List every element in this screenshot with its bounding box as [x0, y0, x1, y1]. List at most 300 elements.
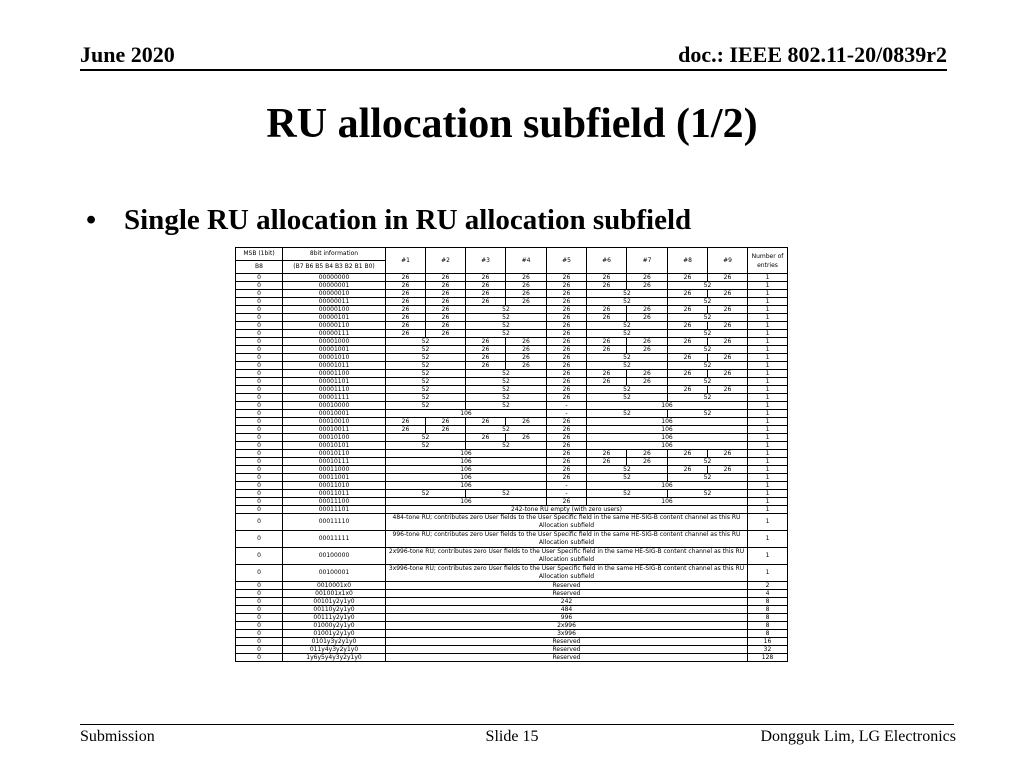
- msb-cell: 0: [236, 474, 283, 482]
- table-row: [236, 582, 788, 590]
- ru-cell: 52: [466, 402, 547, 410]
- table-row: [236, 598, 788, 606]
- entries-cell: 1: [748, 474, 788, 482]
- ru-cell: 26: [426, 274, 466, 282]
- msb-cell: 0: [236, 590, 283, 598]
- msb-cell: 0: [236, 598, 283, 606]
- ru-cell: 26: [547, 498, 587, 506]
- ru-cell: 26: [547, 442, 587, 450]
- msb-cell: 0: [236, 418, 283, 426]
- ru-cell: 26: [466, 338, 506, 346]
- entries-cell: 1: [748, 346, 788, 354]
- ru-cell: 52: [386, 490, 466, 498]
- bits-cell: 00111y2y1y0: [283, 614, 386, 622]
- ru-cell: 106: [587, 426, 748, 434]
- table-row: [236, 370, 788, 378]
- table-row: [236, 458, 788, 466]
- header-ru-6: #6: [587, 248, 627, 274]
- footer-divider: [80, 724, 954, 725]
- ru-cell: 26: [466, 290, 506, 298]
- ru-cell: 2x996-tone RU; contributes zero User fields to the User Specific field in the same HE-SIG-B content channel as this RU Allocation subfield: [386, 548, 748, 565]
- bits-cell: 00010100: [283, 434, 386, 442]
- bits-cell: 00000100: [283, 306, 386, 314]
- table-row: [236, 565, 788, 582]
- ru-cell: 26: [627, 370, 668, 378]
- ru-cell: Reserved: [386, 646, 748, 654]
- entries-cell: 1: [748, 458, 788, 466]
- msb-cell: 0: [236, 548, 283, 565]
- bits-cell: 00001100: [283, 370, 386, 378]
- msb-cell: 0: [236, 606, 283, 614]
- table-header-row: [236, 248, 788, 261]
- bits-cell: 00011010: [283, 482, 386, 490]
- entries-cell: 1: [748, 370, 788, 378]
- ru-cell: 26: [547, 298, 587, 306]
- ru-cell: 106: [386, 458, 547, 466]
- entries-cell: 1: [748, 394, 788, 402]
- ru-cell: 26: [547, 362, 587, 370]
- header-divider: [80, 69, 947, 71]
- bits-cell: 00010101: [283, 442, 386, 450]
- ru-cell: 26: [547, 474, 587, 482]
- ru-cell: 52: [386, 354, 466, 362]
- footer-submission: Submission: [80, 728, 155, 745]
- ru-cell: 26: [506, 282, 547, 290]
- msb-cell: 0: [236, 370, 283, 378]
- entries-cell: 1: [748, 450, 788, 458]
- table-row: [236, 498, 788, 506]
- ru-cell: 52: [587, 290, 668, 298]
- ru-cell: 484-tone RU; contributes zero User fields to the User Specific field in the same HE-SIG-B content channel as this RU Allocation subfield: [386, 514, 748, 531]
- ru-cell: 26: [587, 306, 627, 314]
- entries-cell: 1: [748, 362, 788, 370]
- ru-cell: 52: [466, 490, 547, 498]
- ru-cell: 106: [386, 450, 547, 458]
- ru-cell: 26: [426, 330, 466, 338]
- bits-cell: 00010000: [283, 402, 386, 410]
- ru-cell: 106: [386, 482, 547, 490]
- header-ru-5: #5: [547, 248, 587, 274]
- bits-cell: 00001101: [283, 378, 386, 386]
- ru-cell: 52: [587, 298, 668, 306]
- table-row: [236, 654, 788, 662]
- table-row: [236, 386, 788, 394]
- ru-cell: 52: [587, 490, 668, 498]
- ru-cell: 52: [466, 394, 547, 402]
- ru-cell: 26: [547, 426, 587, 434]
- ru-cell: 26: [668, 370, 708, 378]
- entries-cell: 16: [748, 638, 788, 646]
- table-row: [236, 622, 788, 630]
- header-ru-9: #9: [708, 248, 748, 274]
- entries-cell: 1: [748, 402, 788, 410]
- ru-cell: 996-tone RU; contributes zero User fields to the User Specific field in the same HE-SIG-B content channel as this RU Allocation subfield: [386, 531, 748, 548]
- ru-cell: 26: [627, 282, 668, 290]
- ru-cell: 52: [668, 458, 748, 466]
- table-row: [236, 338, 788, 346]
- ru-cell: Reserved: [386, 582, 748, 590]
- msb-cell: 0: [236, 582, 283, 590]
- ru-cell: 52: [668, 410, 748, 418]
- bits-cell: 0010001x0: [283, 582, 386, 590]
- entries-cell: 1: [748, 434, 788, 442]
- bits-cell: 00001010: [283, 354, 386, 362]
- msb-cell: 0: [236, 394, 283, 402]
- ru-cell: 106: [587, 482, 748, 490]
- msb-cell: 0: [236, 506, 283, 514]
- table-row: [236, 306, 788, 314]
- ru-cell: 52: [466, 306, 547, 314]
- ru-cell: 26: [627, 338, 668, 346]
- entries-cell: 128: [748, 654, 788, 662]
- header-ru-3: #3: [466, 248, 506, 274]
- ru-cell: 26: [506, 434, 547, 442]
- entries-cell: 8: [748, 614, 788, 622]
- table-row: [236, 394, 788, 402]
- ru-cell: 26: [426, 314, 466, 322]
- ru-cell: 106: [587, 442, 748, 450]
- msb-cell: 0: [236, 450, 283, 458]
- msb-cell: 0: [236, 426, 283, 434]
- ru-cell: -: [547, 410, 587, 418]
- header-b8: B8: [236, 261, 283, 274]
- table-row: [236, 274, 788, 282]
- table-row: [236, 646, 788, 654]
- table-row: [236, 402, 788, 410]
- ru-cell: 3x996: [386, 630, 748, 638]
- header-ru-7: #7: [627, 248, 668, 274]
- table-row: [236, 490, 788, 498]
- ru-cell: 106: [587, 498, 748, 506]
- ru-cell: 52: [386, 370, 466, 378]
- ru-cell: 26: [386, 330, 426, 338]
- bits-cell: 00010010: [283, 418, 386, 426]
- msb-cell: 0: [236, 458, 283, 466]
- ru-cell: 52: [587, 322, 668, 330]
- ru-cell: 26: [708, 450, 748, 458]
- ru-cell: 26: [587, 458, 627, 466]
- entries-cell: 1: [748, 418, 788, 426]
- msb-cell: 0: [236, 565, 283, 582]
- entries-cell: 1: [748, 386, 788, 394]
- ru-cell: 26: [547, 354, 587, 362]
- bits-cell: 00011011: [283, 490, 386, 498]
- table-row: [236, 514, 788, 531]
- bits-cell: 00011100: [283, 498, 386, 506]
- ru-cell: 26: [547, 386, 587, 394]
- bits-cell: 00010110: [283, 450, 386, 458]
- table-row: [236, 282, 788, 290]
- table-body: [236, 274, 788, 662]
- msb-cell: 0: [236, 654, 283, 662]
- bits-cell: 00011000: [283, 466, 386, 474]
- entries-cell: 1: [748, 274, 788, 282]
- bits-cell: 00101y2y1y0: [283, 598, 386, 606]
- table-row: [236, 418, 788, 426]
- table-row: [236, 426, 788, 434]
- ru-cell: 26: [506, 418, 547, 426]
- entries-cell: 1: [748, 282, 788, 290]
- ru-cell: 26: [506, 354, 547, 362]
- ru-cell: 52: [386, 386, 466, 394]
- msb-cell: 0: [236, 362, 283, 370]
- entries-cell: 1: [748, 354, 788, 362]
- ru-cell: 26: [547, 314, 587, 322]
- ru-cell: 52: [587, 394, 668, 402]
- ru-allocation-table: [235, 247, 788, 662]
- ru-cell: 26: [426, 290, 466, 298]
- ru-cell: 26: [466, 274, 506, 282]
- ru-cell: 106: [587, 434, 748, 442]
- ru-cell: 26: [386, 418, 426, 426]
- bits-cell: 00001111: [283, 394, 386, 402]
- table-row: [236, 590, 788, 598]
- ru-cell: 26: [587, 450, 627, 458]
- ru-cell: 26: [466, 298, 506, 306]
- ru-cell: 52: [587, 330, 668, 338]
- ru-cell: 52: [668, 346, 748, 354]
- ru-cell: 26: [547, 466, 587, 474]
- ru-cell: 26: [386, 322, 426, 330]
- header-ru-8: #8: [668, 248, 708, 274]
- table-row: [236, 346, 788, 354]
- ru-cell: Reserved: [386, 654, 748, 662]
- ru-cell: 52: [668, 330, 748, 338]
- entries-cell: 4: [748, 590, 788, 598]
- ru-cell: 26: [426, 322, 466, 330]
- ru-cell: 106: [386, 474, 547, 482]
- ru-cell: 52: [386, 362, 466, 370]
- ru-cell: 26: [506, 338, 547, 346]
- ru-cell: 26: [668, 290, 708, 298]
- table-row: [236, 290, 788, 298]
- ru-cell: 52: [386, 346, 466, 354]
- msb-cell: 0: [236, 330, 283, 338]
- entries-cell: 1: [748, 506, 788, 514]
- ru-cell: 26: [668, 386, 708, 394]
- ru-cell: 52: [466, 314, 547, 322]
- ru-cell: 52: [668, 490, 748, 498]
- ru-cell: 106: [587, 418, 748, 426]
- bits-cell: 00001110: [283, 386, 386, 394]
- bits-cell: 00001001: [283, 346, 386, 354]
- entries-cell: 1: [748, 426, 788, 434]
- ru-cell: 52: [386, 402, 466, 410]
- msb-cell: 0: [236, 346, 283, 354]
- entries-cell: 1: [748, 498, 788, 506]
- bits-cell: 00010111: [283, 458, 386, 466]
- entries-cell: 1: [748, 482, 788, 490]
- ru-cell: 52: [587, 362, 668, 370]
- ru-cell: 52: [668, 378, 748, 386]
- ru-cell: 26: [708, 290, 748, 298]
- ru-cell: 26: [627, 378, 668, 386]
- msb-cell: 0: [236, 442, 283, 450]
- table-row: [236, 354, 788, 362]
- ru-cell: 26: [547, 346, 587, 354]
- ru-cell: 26: [587, 282, 627, 290]
- ru-cell: 26: [547, 394, 587, 402]
- ru-cell: 26: [506, 274, 547, 282]
- ru-cell: 26: [426, 418, 466, 426]
- ru-cell: 52: [668, 394, 748, 402]
- ru-cell: 52: [386, 434, 466, 442]
- ru-cell: 52: [466, 386, 547, 394]
- msb-cell: 0: [236, 638, 283, 646]
- ru-cell: 26: [587, 378, 627, 386]
- slide-title: RU allocation subfield (1/2): [266, 101, 758, 147]
- table-row: [236, 474, 788, 482]
- entries-cell: 32: [748, 646, 788, 654]
- msb-cell: 0: [236, 298, 283, 306]
- entries-cell: 8: [748, 606, 788, 614]
- bits-cell: 001001x1x0: [283, 590, 386, 598]
- ru-cell: 52: [466, 322, 547, 330]
- ru-cell: 484: [386, 606, 748, 614]
- ru-cell: 52: [386, 378, 466, 386]
- table-row: [236, 506, 788, 514]
- header-date: June 2020: [80, 42, 175, 67]
- ru-cell: 26: [587, 274, 627, 282]
- bits-cell: 00100001: [283, 565, 386, 582]
- entries-cell: 1: [748, 466, 788, 474]
- ru-cell: 26: [708, 338, 748, 346]
- ru-cell: 26: [506, 298, 547, 306]
- entries-cell: 1: [748, 514, 788, 531]
- header-entries: Number of entries: [748, 248, 788, 274]
- table-row: [236, 630, 788, 638]
- msb-cell: 0: [236, 314, 283, 322]
- header-ru-2: #2: [426, 248, 466, 274]
- ru-cell: 106: [587, 402, 748, 410]
- ru-cell: Reserved: [386, 590, 748, 598]
- ru-cell: 106: [386, 466, 547, 474]
- header-doc-id: doc.: IEEE 802.11-20/0839r2: [678, 42, 947, 67]
- ru-cell: 26: [547, 306, 587, 314]
- ru-cell: 26: [708, 370, 748, 378]
- entries-cell: 1: [748, 330, 788, 338]
- ru-cell: 26: [587, 370, 627, 378]
- table-row: [236, 606, 788, 614]
- msb-cell: 0: [236, 386, 283, 394]
- header-8bit: 8bit information: [283, 248, 386, 261]
- bits-cell: 00011001: [283, 474, 386, 482]
- msb-cell: 0: [236, 402, 283, 410]
- entries-cell: 1: [748, 306, 788, 314]
- ru-cell: 26: [426, 426, 466, 434]
- bits-cell: 00100000: [283, 548, 386, 565]
- bits-cell: 1y6y5y4y3y2y1y0: [283, 654, 386, 662]
- entries-cell: 2: [748, 582, 788, 590]
- entries-cell: 1: [748, 338, 788, 346]
- table-row: [236, 378, 788, 386]
- ru-cell: 242: [386, 598, 748, 606]
- ru-cell: 26: [547, 418, 587, 426]
- ru-cell: 242-tone RU empty (with zero users): [386, 506, 748, 514]
- ru-cell: 52: [587, 410, 668, 418]
- ru-cell: 52: [668, 298, 748, 306]
- bits-cell: 00010011: [283, 426, 386, 434]
- ru-cell: -: [547, 482, 587, 490]
- bullet-symbol: •: [86, 204, 97, 236]
- table-row: [236, 638, 788, 646]
- bullet-text: Single RU allocation in RU allocation subfield: [124, 204, 692, 236]
- header-ru-4: #4: [506, 248, 547, 274]
- ru-cell: 26: [627, 314, 668, 322]
- ru-cell: 52: [386, 394, 466, 402]
- bits-cell: 00001000: [283, 338, 386, 346]
- entries-cell: 8: [748, 622, 788, 630]
- entries-cell: 1: [748, 298, 788, 306]
- ru-cell: 52: [466, 442, 547, 450]
- ru-cell: 26: [547, 322, 587, 330]
- table-row: [236, 450, 788, 458]
- ru-cell: 26: [708, 354, 748, 362]
- ru-cell: 52: [587, 466, 668, 474]
- ru-cell: 26: [708, 306, 748, 314]
- ru-cell: 52: [466, 426, 547, 434]
- ru-cell: 26: [506, 290, 547, 298]
- footer-slide-number: Slide 15: [485, 728, 539, 745]
- bits-cell: 00000001: [283, 282, 386, 290]
- ru-cell: 26: [547, 330, 587, 338]
- ru-cell: 26: [506, 346, 547, 354]
- msb-cell: 0: [236, 410, 283, 418]
- ru-cell: 26: [587, 346, 627, 354]
- ru-cell: 26: [547, 434, 587, 442]
- ru-cell: 26: [668, 274, 708, 282]
- msb-cell: 0: [236, 630, 283, 638]
- bits-cell: 011y4y3y2y1y0: [283, 646, 386, 654]
- ru-cell: -: [547, 490, 587, 498]
- ru-cell: 996: [386, 614, 748, 622]
- table-row: [236, 466, 788, 474]
- bits-cell: 00000010: [283, 290, 386, 298]
- ru-cell: 52: [668, 474, 748, 482]
- ru-cell: 26: [547, 378, 587, 386]
- msb-cell: 0: [236, 490, 283, 498]
- table-row: [236, 531, 788, 548]
- msb-cell: 0: [236, 434, 283, 442]
- ru-cell: 26: [386, 426, 426, 434]
- bits-cell: 00001011: [283, 362, 386, 370]
- ru-cell: 52: [466, 330, 547, 338]
- bits-cell: 01000y2y1y0: [283, 622, 386, 630]
- bits-cell: 00011101: [283, 506, 386, 514]
- ru-cell: 3x996-tone RU; contributes zero User fields to the User Specific field in the same HE-SIG-B content channel as this RU Allocation subfield: [386, 565, 748, 582]
- ru-cell: 26: [708, 274, 748, 282]
- msb-cell: 0: [236, 306, 283, 314]
- msb-cell: 0: [236, 354, 283, 362]
- ru-cell: 26: [587, 338, 627, 346]
- entries-cell: 8: [748, 598, 788, 606]
- ru-cell: 26: [547, 450, 587, 458]
- table-row: [236, 434, 788, 442]
- ru-cell: 52: [386, 442, 466, 450]
- table-row: [236, 482, 788, 490]
- ru-cell: 26: [547, 370, 587, 378]
- entries-cell: 1: [748, 410, 788, 418]
- ru-cell: 26: [426, 306, 466, 314]
- msb-cell: 0: [236, 514, 283, 531]
- ru-cell: 26: [668, 354, 708, 362]
- ru-cell: 52: [386, 338, 466, 346]
- bits-cell: 00011110: [283, 514, 386, 531]
- ru-cell: 26: [708, 386, 748, 394]
- ru-cell: 26: [708, 466, 748, 474]
- ru-cell: 26: [426, 298, 466, 306]
- ru-cell: 26: [547, 282, 587, 290]
